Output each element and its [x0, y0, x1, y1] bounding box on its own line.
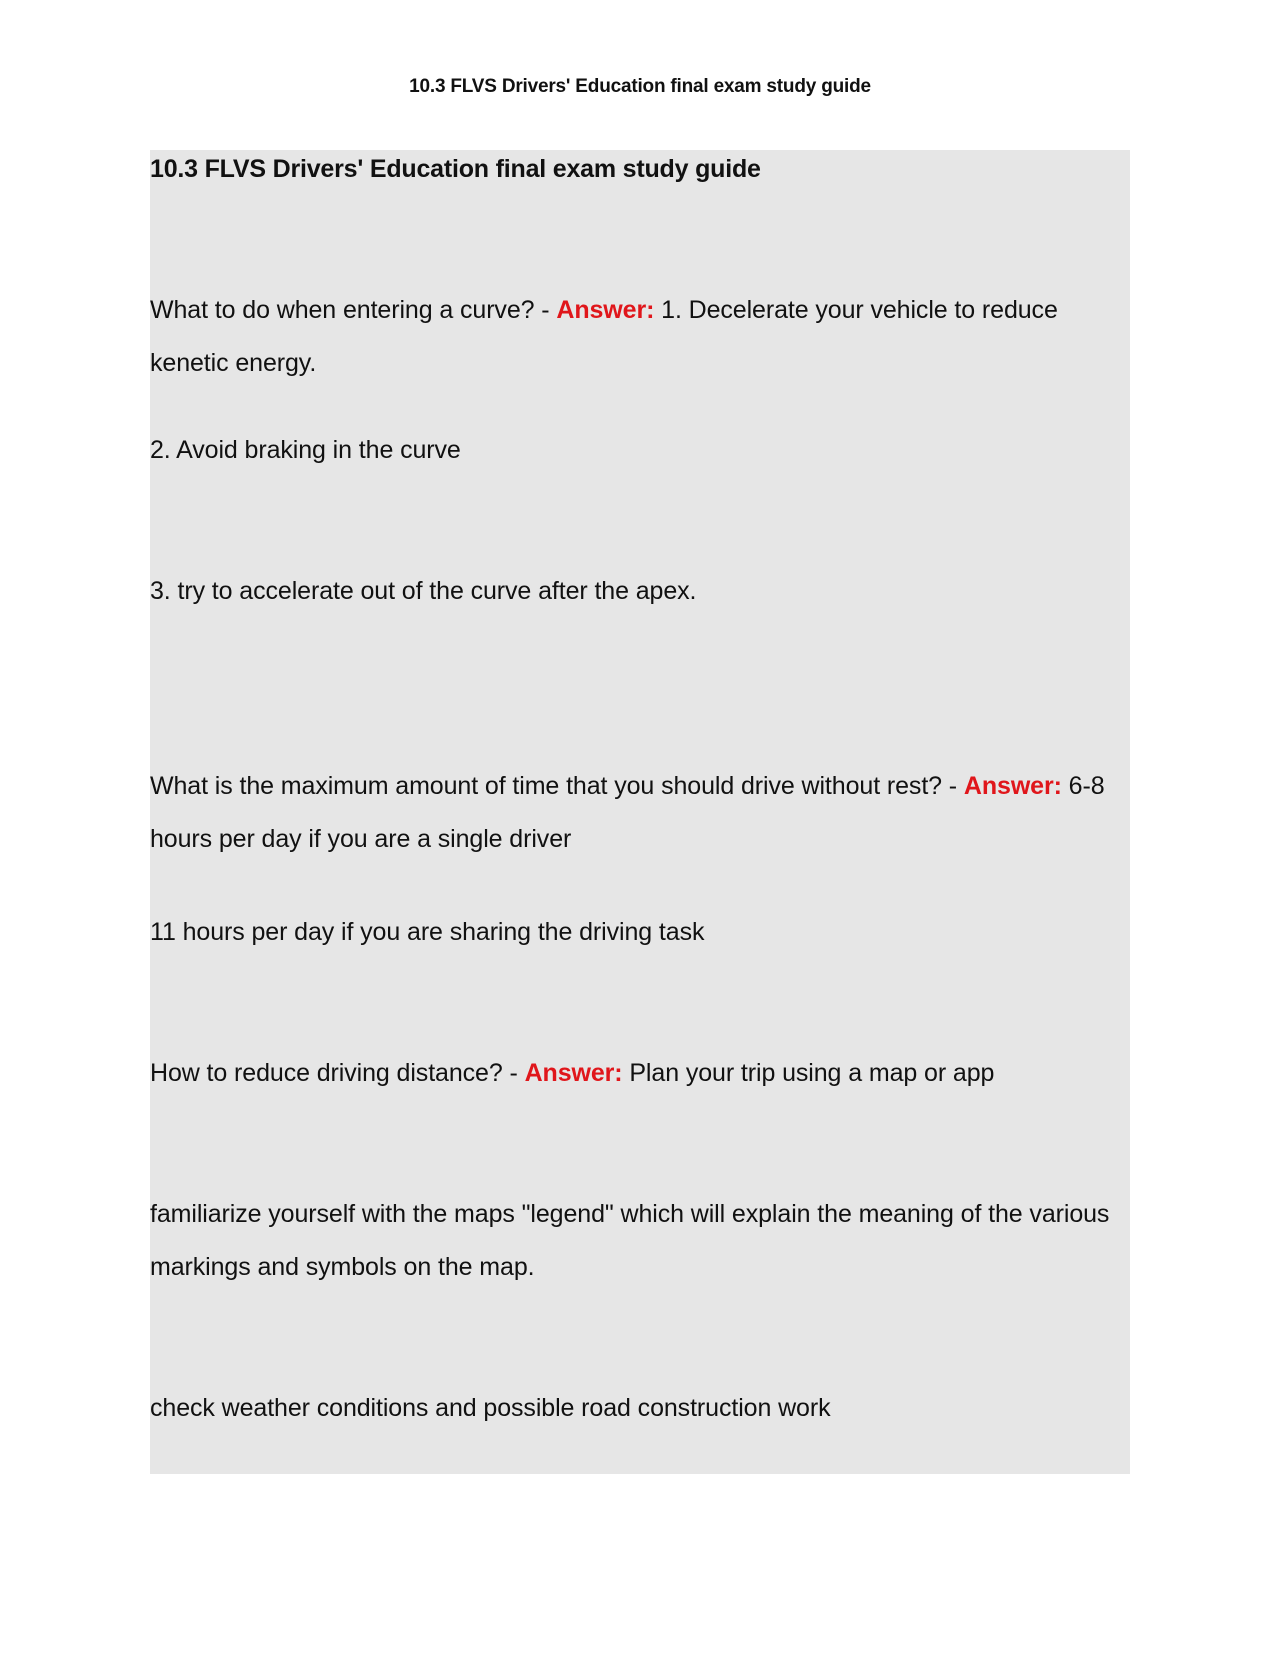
document-title: 10.3 FLVS Drivers' Education final exam study guide — [150, 155, 761, 183]
answer-step: 2. Avoid braking in the curve — [150, 436, 461, 464]
answer-text: Plan your trip using a map or app — [622, 1059, 995, 1087]
question-text: How to reduce driving distance? - — [150, 1059, 525, 1087]
question-max-drive-time — [150, 760, 1130, 866]
question-driving-distance — [150, 1047, 1130, 1100]
answer-text: 6-8 hours per day if you are a single driver — [150, 772, 1105, 853]
study-guide-content — [150, 150, 1130, 1474]
answer-step: 3. try to accelerate out of the curve after the apex. — [150, 577, 697, 605]
answer-text: 1. Decelerate your vehicle to reduce kenetic energy. — [150, 296, 1058, 377]
answer-label: Answer: — [556, 296, 655, 324]
page-header: 10.3 FLVS Drivers' Education final exam study guide — [409, 76, 871, 97]
answer-extra: familiarize yourself with the maps "legend" which will explain the meaning of the various markings and symbols on the map. — [150, 1200, 1110, 1281]
answer-extra: check weather conditions and possible road construction work — [150, 1394, 831, 1422]
answer-label: Answer: — [524, 1059, 623, 1087]
question-text: What is the maximum amount of time that you should drive without rest? - — [150, 772, 964, 800]
question-text: What to do when entering a curve? - — [150, 296, 557, 324]
question-curve — [150, 284, 1130, 390]
answer-extra: 11 hours per day if you are sharing the driving task — [150, 918, 705, 946]
answer-label: Answer: — [963, 772, 1062, 800]
